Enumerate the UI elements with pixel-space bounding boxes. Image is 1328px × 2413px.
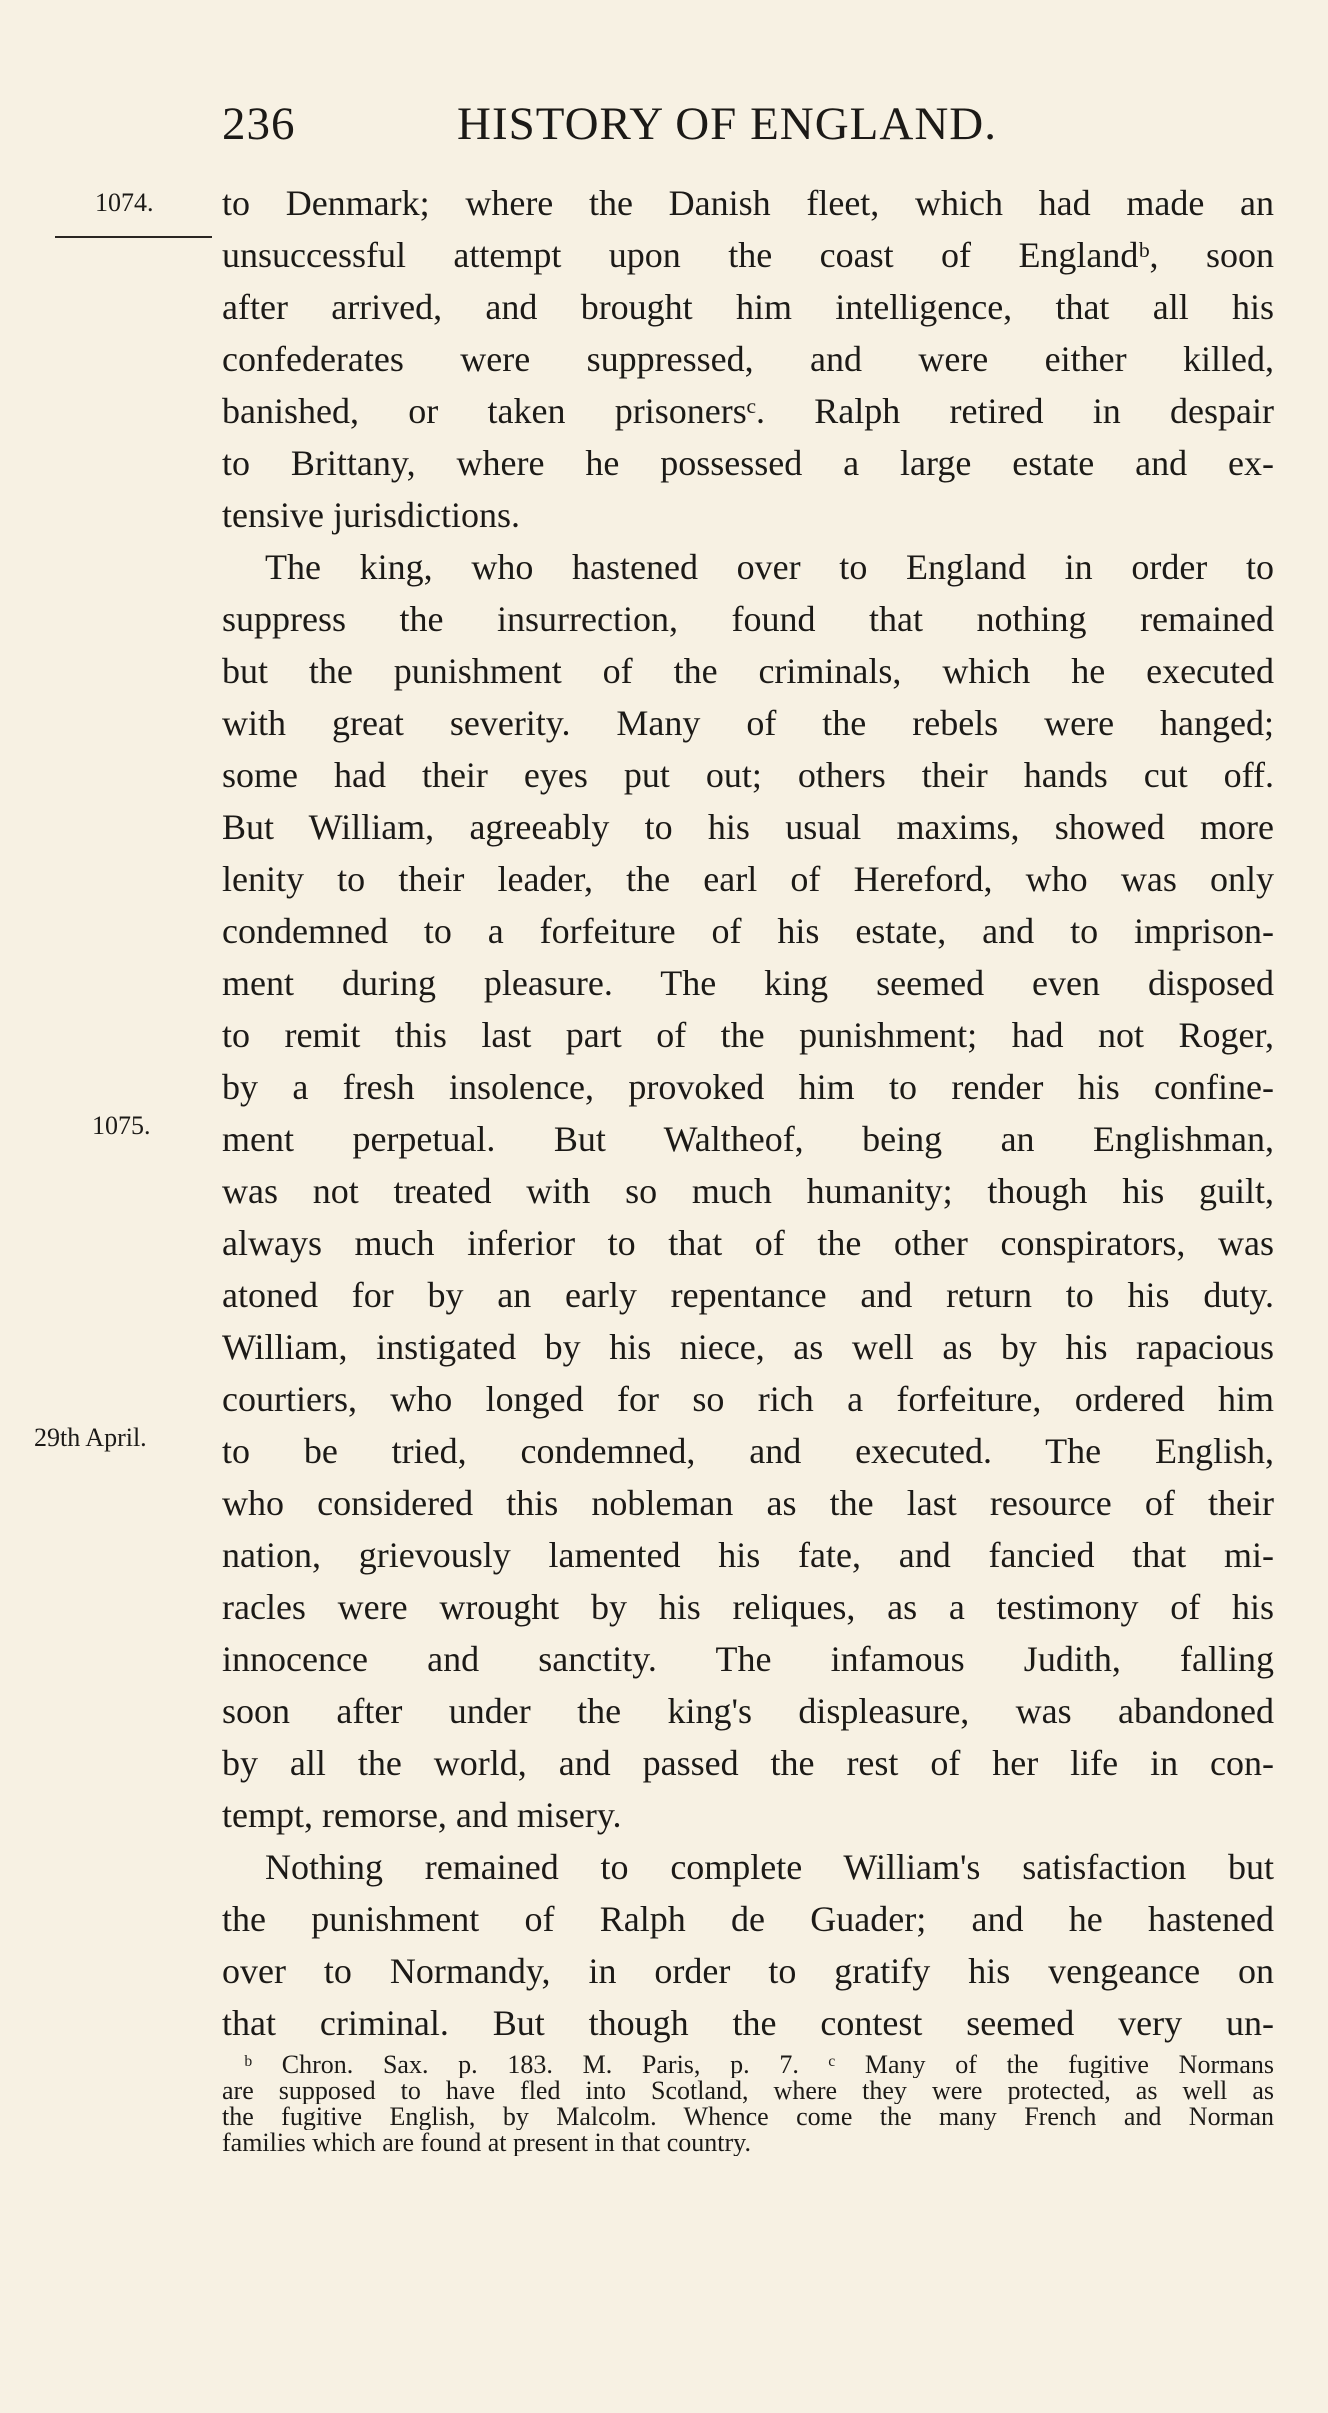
text-line: ment perpetual. But Waltheof, being an Englishman, — [222, 1119, 1274, 1159]
text-line: the punishment of Ralph de Guader; and he hastened — [222, 1899, 1274, 1939]
text-line: tensive jurisdictions. — [222, 495, 520, 535]
text-line: over to Normandy, in order to gratify his vengeance on — [222, 1951, 1274, 1991]
text-line: unsuccessful attempt upon the coast of Englandᵇ, soon — [222, 235, 1274, 275]
text-line: suppress the insurrection, found that nothing remained — [222, 599, 1274, 639]
text-line: by a fresh insolence, provoked him to render his confine- — [222, 1067, 1274, 1107]
text-line: to Denmark; where the Danish fleet, which had made an — [222, 183, 1274, 223]
text-line: William, instigated by his niece, as well as by his rapacious — [222, 1327, 1274, 1367]
text-line: was not treated with so much humanity; though his guilt, — [222, 1171, 1274, 1211]
footnote-line: families which are found at present in that country. — [222, 2130, 751, 2156]
text-line: by all the world, and passed the rest of her life in con- — [222, 1743, 1274, 1783]
page-header — [222, 94, 1272, 154]
footnote-line: are supposed to have fled into Scotland, where they were protected, as well as — [222, 2078, 1274, 2104]
text-line: to be tried, condemned, and executed. The English, — [222, 1431, 1274, 1471]
text-line: ment during pleasure. The king seemed even disposed — [222, 963, 1274, 1003]
text-line: but the punishment of the criminals, which he executed — [222, 651, 1274, 691]
text-line: soon after under the king's displeasure, was abandoned — [222, 1691, 1274, 1731]
running-title: HISTORY OF ENGLAND. — [457, 98, 997, 150]
margin-date-1074: 1074. — [95, 188, 154, 217]
margin-rule — [55, 236, 212, 238]
text-line: to Brittany, where he possessed a large estate and ex- — [222, 443, 1274, 483]
margin-date-29th-april: 29th April. — [34, 1423, 147, 1452]
text-line: atoned for by an early repentance and return to his duty. — [222, 1275, 1274, 1315]
text-line: Nothing remained to complete William's satisfaction but — [265, 1847, 1274, 1887]
text-line: always much inferior to that of the other conspirators, was — [222, 1223, 1274, 1263]
footnote-line: ᵇ Chron. Sax. p. 183. M. Paris, p. 7. ᶜ Many of the fugitive Normans — [244, 2052, 1274, 2078]
text-line: that criminal. But though the contest seemed very un- — [222, 2003, 1274, 2043]
text-line: condemned to a forfeiture of his estate, and to imprison- — [222, 911, 1274, 951]
text-line: with great severity. Many of the rebels were hanged; — [222, 703, 1274, 743]
text-line: innocence and sanctity. The infamous Judith, falling — [222, 1639, 1274, 1679]
text-line: courtiers, who longed for so rich a forfeiture, ordered him — [222, 1379, 1274, 1419]
text-line: some had their eyes put out; others their hands cut off. — [222, 755, 1274, 795]
text-line: banished, or taken prisonersᶜ. Ralph retired in despair — [222, 391, 1274, 431]
footnote-line: the fugitive English, by Malcolm. Whence come the many French and Norman — [222, 2104, 1274, 2130]
margin-date-1075: 1075. — [92, 1111, 151, 1140]
text-line: lenity to their leader, the earl of Hereford, who was only — [222, 859, 1274, 899]
text-line: after arrived, and brought him intelligence, that all his — [222, 287, 1274, 327]
text-line: tempt, remorse, and misery. — [222, 1795, 622, 1835]
page-number: 236 — [222, 98, 296, 150]
text-line: confederates were suppressed, and were either killed, — [222, 339, 1274, 379]
body-text — [222, 177, 1274, 2049]
footnotes — [222, 2052, 1274, 2156]
text-line: nation, grievously lamented his fate, and fancied that mi- — [222, 1535, 1274, 1575]
text-line: racles were wrought by his reliques, as a testimony of his — [222, 1587, 1274, 1627]
text-line: But William, agreeably to his usual maxims, showed more — [222, 807, 1274, 847]
text-line: The king, who hastened over to England in order to — [265, 547, 1274, 587]
text-line: to remit this last part of the punishment; had not Roger, — [222, 1015, 1274, 1055]
text-line: who considered this nobleman as the last resource of their — [222, 1483, 1274, 1523]
